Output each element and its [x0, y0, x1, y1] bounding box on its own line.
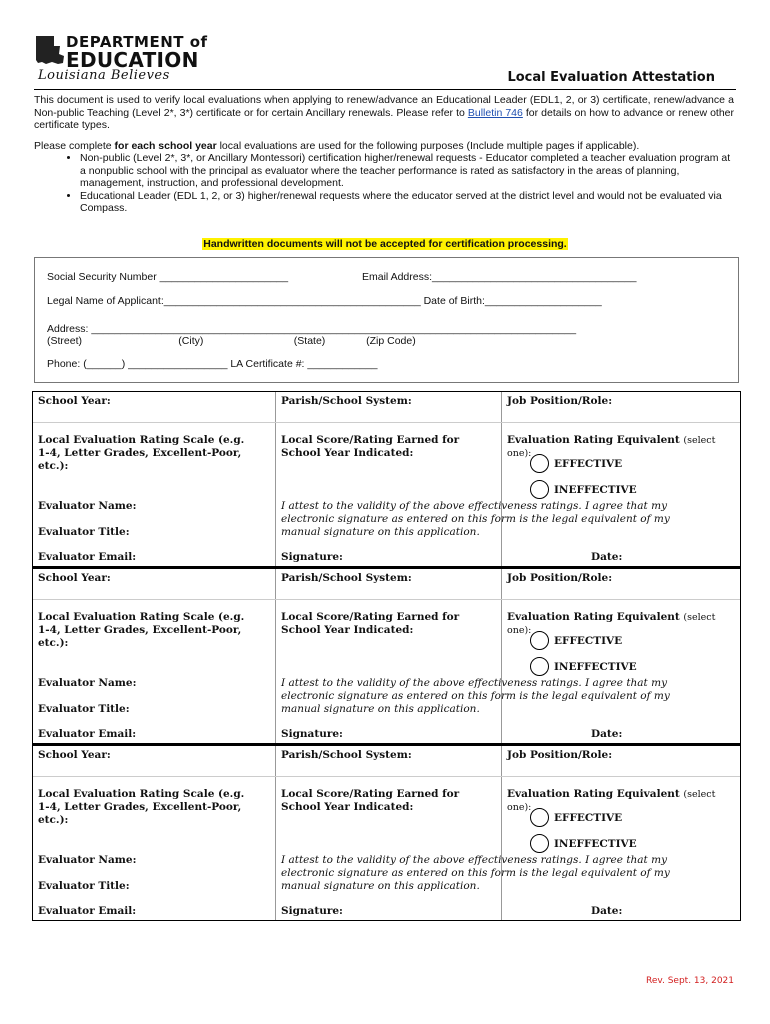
ssn-field[interactable]: Social Security Number ______________________	[47, 271, 289, 283]
revision-date: Rev. Sept. 13, 2021	[645, 976, 734, 986]
evaluator-name-label[interactable]: Evaluator Name:	[38, 677, 137, 689]
form-title: Local Evaluation Attestation	[507, 70, 715, 85]
date-label[interactable]: Date:	[591, 551, 623, 563]
evaluation-block-3	[33, 743, 740, 920]
parish-label[interactable]: Parish/School System:	[281, 749, 412, 761]
applicant-info-box	[34, 257, 739, 383]
intro-text	[34, 94, 734, 215]
bulletin-746-link[interactable]: Bulletin 746	[467, 106, 523, 119]
evaluator-email-label[interactable]: Evaluator Email:	[38, 905, 137, 917]
intro-paragraph-2: Please complete for each school year local evaluations are used for the following purposes (Include multiple pages if applicable).	[34, 139, 640, 152]
evaluation-blocks	[32, 391, 741, 921]
rating-scale-label[interactable]: Local Evaluation Rating Scale (e.g. 1-4, Letter Grades, Excellent-Poor, etc.):	[38, 788, 245, 826]
phone-field[interactable]: Phone: (______) _________________ LA Certificate #: ____________	[47, 358, 378, 370]
evaluator-title-label[interactable]: Evaluator Title:	[38, 526, 130, 538]
date-label[interactable]: Date:	[591, 728, 623, 740]
job-label[interactable]: Job Position/Role:	[507, 395, 613, 407]
signature-label[interactable]: Signature:	[281, 905, 343, 917]
list-item: • Educational Leader (EDL 1, 2, or 3) higher/renewal requests where the educator served at the district level and would not be evaluated via Compass.	[80, 190, 734, 215]
ineffective-radio[interactable]	[530, 480, 549, 499]
score-label[interactable]: Local Score/Rating Earned for School Year Indicated:	[281, 611, 460, 636]
effective-label: EFFECTIVE	[554, 812, 623, 824]
job-label[interactable]: Job Position/Role:	[507, 572, 613, 584]
parish-label[interactable]: Parish/School System:	[281, 395, 412, 407]
equivalent-label: Evaluation Rating Equivalent (select one):	[507, 788, 716, 813]
legal-name-field[interactable]: Legal Name of Applicant:____________________________________________ Date of Birth:____________________	[47, 295, 602, 307]
signature-label[interactable]: Signature:	[281, 551, 343, 563]
ineffective-label: INEFFECTIVE	[554, 838, 637, 850]
effective-label: EFFECTIVE	[554, 458, 623, 470]
ineffective-label: INEFFECTIVE	[554, 661, 637, 673]
dept-line2: EDUCATION	[66, 48, 199, 72]
evaluator-email-label[interactable]: Evaluator Email:	[38, 551, 137, 563]
evaluator-name-label[interactable]: Evaluator Name:	[38, 854, 137, 866]
dept-line1: DEPARTMENT of	[66, 33, 208, 51]
evaluator-title-label[interactable]: Evaluator Title:	[38, 880, 130, 892]
school-year-label[interactable]: School Year:	[38, 572, 111, 584]
address-field[interactable]: Address: ___________________________________________________________________________________	[47, 323, 577, 335]
handwritten-notice: Handwritten documents will not be accepted for certification processing.	[203, 238, 567, 250]
purpose-list	[34, 152, 734, 215]
intro-paragraph-1: This document is used to verify local evaluations when applying to renew/advance an Educational Leader (EDL1, 2, or 3) certificate, renew/advance a Non-public Teaching (Level 2*, 3*) certificate or for certain Ancillary renewals. Please refer to Bulletin 746 for details on how to advance or renew other certificate types.	[34, 94, 735, 131]
address-labels: (Street) (City) (State) (Zip Code)	[47, 335, 416, 347]
list-item: • Non-public (Level 2*, 3*, or Ancillary Montessori) certification higher/renewal requests - Educator completed a teacher evaluation program at a nonpublic school with the principal as evaluator where the teacher performance is rated as satisfactory in the areas of planning, management, instruction, and professional development.	[80, 152, 734, 190]
tagline: Louisiana Believes	[38, 68, 170, 83]
effective-radio[interactable]	[530, 454, 549, 473]
rating-scale-label[interactable]: Local Evaluation Rating Scale (e.g. 1-4, Letter Grades, Excellent-Poor, etc.):	[38, 434, 245, 472]
effective-label: EFFECTIVE	[554, 635, 623, 647]
attestation-text: I attest to the validity of the above effectiveness ratings. I agree that my electronic signature as entered on this form is the legal equivalent of my manual signature on this application.	[281, 500, 670, 538]
header-divider	[34, 89, 736, 90]
attestation-text: I attest to the validity of the above effectiveness ratings. I agree that my electronic signature as entered on this form is the legal equivalent of my manual signature on this application.	[281, 854, 670, 892]
evaluator-title-label[interactable]: Evaluator Title:	[38, 703, 130, 715]
evaluator-name-label[interactable]: Evaluator Name:	[38, 500, 137, 512]
email-field[interactable]: Email Address:___________________________________	[362, 271, 637, 283]
school-year-label[interactable]: School Year:	[38, 749, 111, 761]
parish-label[interactable]: Parish/School System:	[281, 572, 412, 584]
evaluator-email-label[interactable]: Evaluator Email:	[38, 728, 137, 740]
equivalent-label: Evaluation Rating Equivalent (select one):	[507, 611, 716, 636]
effective-radio[interactable]	[530, 808, 549, 827]
score-label[interactable]: Local Score/Rating Earned for School Year Indicated:	[281, 434, 460, 459]
evaluation-block-1	[33, 392, 740, 566]
rating-scale-label[interactable]: Local Evaluation Rating Scale (e.g. 1-4, Letter Grades, Excellent-Poor, etc.):	[38, 611, 245, 649]
attestation-text: I attest to the validity of the above effectiveness ratings. I agree that my electronic signature as entered on this form is the legal equivalent of my manual signature on this application.	[281, 677, 670, 715]
job-label[interactable]: Job Position/Role:	[507, 749, 613, 761]
ineffective-radio[interactable]	[530, 834, 549, 853]
ineffective-label: INEFFECTIVE	[554, 484, 637, 496]
score-label[interactable]: Local Score/Rating Earned for School Year Indicated:	[281, 788, 460, 813]
date-label[interactable]: Date:	[591, 905, 623, 917]
evaluation-block-2	[33, 566, 740, 743]
school-year-label[interactable]: School Year:	[38, 395, 111, 407]
equivalent-label: Evaluation Rating Equivalent (select one):	[507, 434, 716, 459]
ineffective-radio[interactable]	[530, 657, 549, 676]
effective-radio[interactable]	[530, 631, 549, 650]
signature-label[interactable]: Signature:	[281, 728, 343, 740]
